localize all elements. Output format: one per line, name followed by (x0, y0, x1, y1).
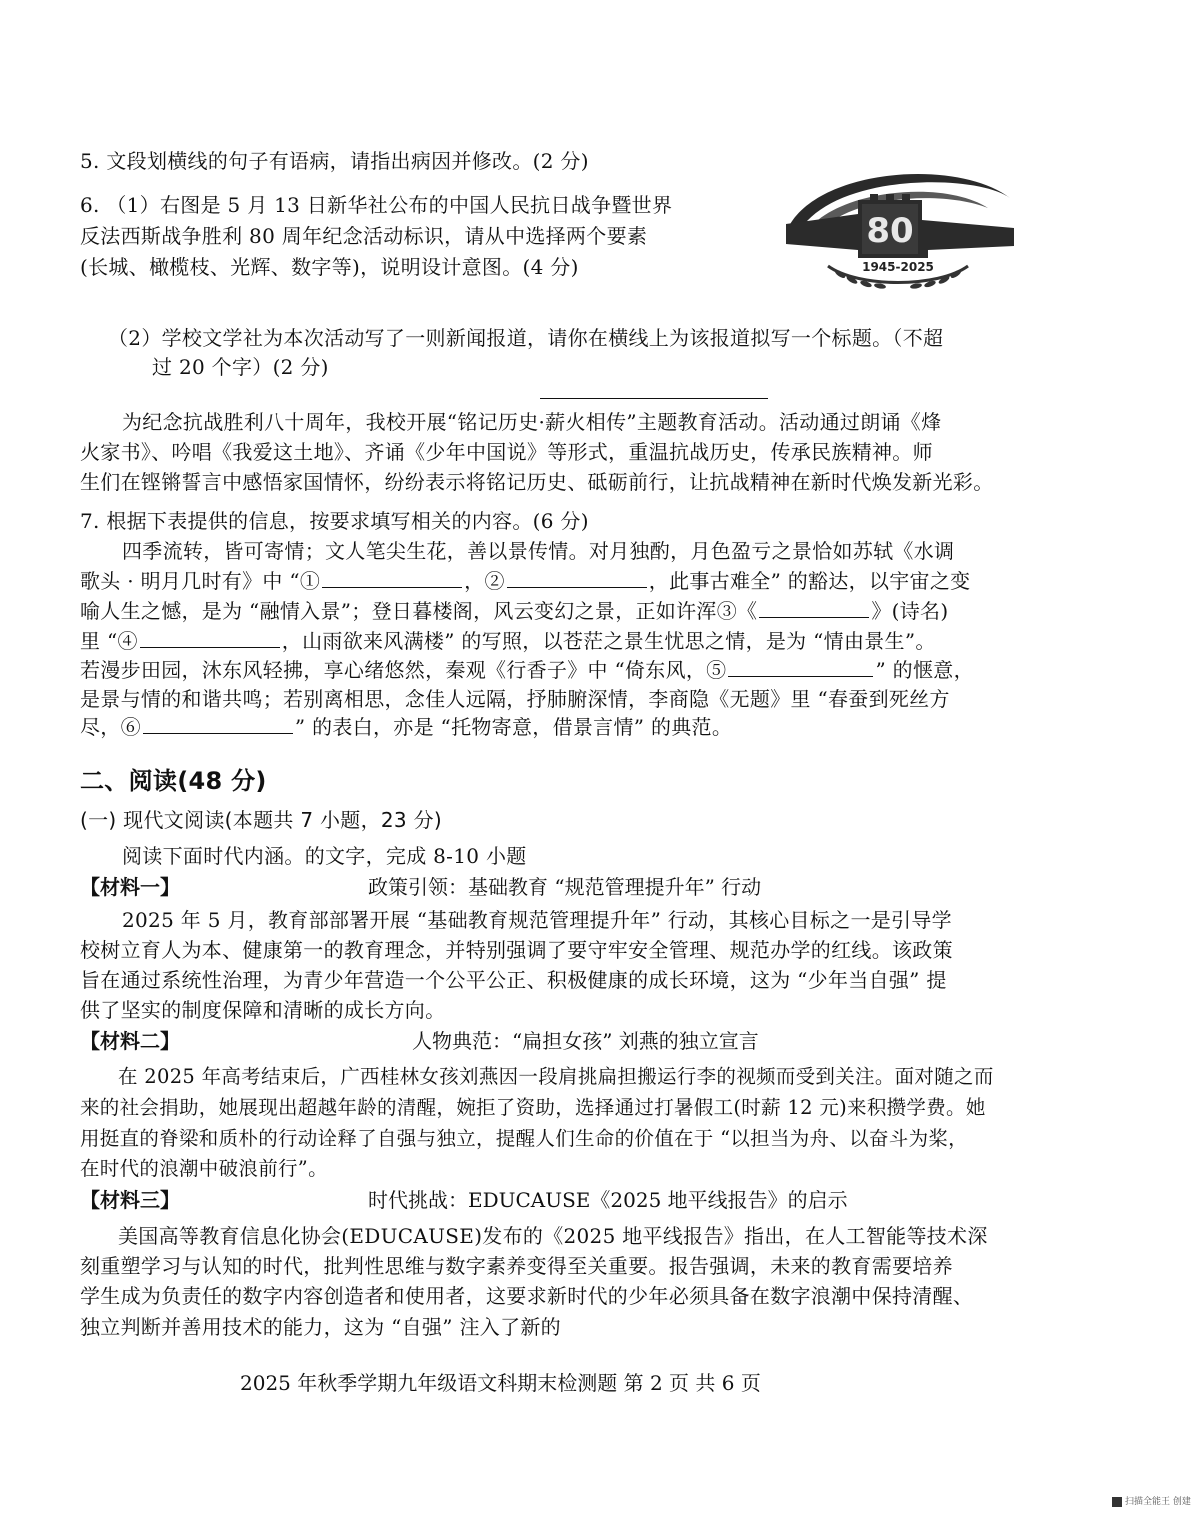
material-3-line: 美国高等教育信息化协会(EDUCAUSE)发布的《2025 地平线报告》指出，在人工智能等技术深 (118, 1224, 988, 1248)
q7-text: 里 “④ (80, 629, 138, 653)
material-2-line: 用挺直的脊梁和质朴的行动诠释了自强与独立，提醒人们生命的价值在于 “以担当为舟、以奋斗为桨， (80, 1127, 968, 1150)
logo-years: 1945-2025 (862, 260, 934, 274)
q7-text: 歌头 · 明月几时有》中 “① (80, 569, 321, 593)
q7-text: ” 的惬意， (875, 658, 974, 682)
material-2-line: 在 2025 年高考结束后，广西桂林女孩刘燕因一段肩挑扁担搬运行李的视频而受到关注。面对随之而 (118, 1065, 994, 1088)
q7-text: 若漫步田园，沐东风轻拂，享心绪悠然，秦观《行香子》中 “倚东风，⑤ (80, 658, 727, 682)
material-2-line: 来的社会捐助，她展现出超越年龄的清醒，婉拒了资助，选择通过打暑假工(时薪 12 元)来积攒学费。她 (80, 1096, 986, 1119)
blank-1[interactable] (322, 567, 462, 588)
question-7-line3 (80, 596, 948, 626)
q7-text: 喻人生之憾，是为 “融情入景”；登日暮楼阁，风云变幻之景，正如许浑③《 (80, 599, 758, 623)
blank-5[interactable] (728, 656, 873, 677)
q7-text: ，此事古难全” 的豁达，以宇宙之变 (648, 569, 971, 593)
q7-text: ” 的表白，亦是 “托物寄意，借景言情” 的典范。 (294, 715, 733, 739)
question-6-line2: 反法西斯战争胜利 80 周年纪念活动标识，请从中选择两个要素 (80, 224, 648, 248)
question-6-part2-line1: （2）学校文学社为本次活动写了一则新闻报道，请你在横线上为该报道拟写一个标题。（不超 (108, 326, 944, 350)
material-1-title: 政策引领：基础教育 “规范管理提升年” 行动 (368, 875, 762, 899)
question-6-line1: 6. （1）右图是 5 月 13 日新华社公布的中国人民抗日战争暨世界 (80, 193, 673, 217)
q7-text: ，山雨欲来风满楼” 的写照，以苍茫之景生忧思之情，是为 “情由景生”。 (281, 629, 936, 653)
material-3-line: 学生成为负责任的数字内容创造者和使用者，这要求新时代的少年必须具备在数字浪潮中保持清醒、 (80, 1284, 974, 1308)
question-6-part2-line2: 过 20 个字）(2 分) (152, 355, 329, 379)
material-2-label: 【材料二】 (80, 1029, 180, 1053)
material-3-line: 刻重塑学习与认知的时代，批判性思维与数字素养变得至关重要。报告强调，未来的教育需要培养 (80, 1254, 953, 1278)
scanner-watermark (1112, 1494, 1191, 1507)
material-3-title: 时代挑战：EDUCAUSE《2025 地平线报告》的启示 (368, 1188, 848, 1212)
news-line-2: 火家书》、吟唱《我爱这土地》、齐诵《少年中国说》等形式，重温抗战历史，传承民族精神。师 (80, 440, 933, 464)
question-7-line2 (80, 566, 970, 596)
question-7-title: 7. 根据下表提供的信息，按要求填写相关的内容。(6 分) (80, 509, 589, 533)
page-footer: 2025 年秋季学期九年级语文科期末检测题 第 2 页 共 6 页 (240, 1371, 761, 1395)
question-7-line6: 是景与情的和谐共鸣；若别离相思，念佳人远隔，抒肺腑深情，李商隐《无题》里 “春蚕到死丝方 (80, 687, 950, 711)
reading-intro: 阅读下面时代内涵。的文字，完成 8-10 小题 (122, 844, 527, 868)
anniversary-logo (778, 158, 1018, 298)
material-1-line: 旨在通过系统性治理，为青少年营造一个公平公正、积极健康的成长环境，这为 “少年当自强” 提 (80, 968, 947, 992)
question-7-line1: 四季流转，皆可寄情；文人笔尖生花，善以景传情。对月独酌，月色盈亏之景恰如苏轼《水调 (122, 539, 955, 563)
watermark-text: 扫描全能王 创建 (1125, 1497, 1191, 1507)
material-1-line: 校树立育人为本、健康第一的教育理念，并特别强调了要守牢安全管理、规范办学的红线。该政策 (80, 938, 953, 962)
q7-text: ，② (464, 569, 505, 593)
q7-text: 》(诗名) (871, 599, 949, 623)
question-7-line4 (80, 626, 936, 656)
section-2-subtitle: (一) 现代文阅读(本题共 7 小题，23 分) (80, 808, 443, 832)
material-3-label: 【材料三】 (80, 1188, 180, 1212)
blank-4[interactable] (140, 627, 280, 648)
news-line-3: 生们在铿锵誓言中感悟家国情怀，纷纷表示将铭记历史、砥砺前行，让抗战精神在新时代焕发新光彩。 (80, 470, 994, 494)
headline-answer-blank[interactable] (540, 398, 768, 399)
q7-text: 尽，⑥ (80, 715, 141, 739)
material-3-line: 独立判断并善用技术的能力，这为 “自强” 注入了新的 (80, 1315, 561, 1339)
material-2-title: 人物典范：“扁担女孩” 刘燕的独立宣言 (412, 1029, 759, 1053)
material-1-line: 2025 年 5 月，教育部部署开展 “基础教育规范管理提升年” 行动，其核心目标之一是引导学 (122, 908, 952, 932)
blank-3[interactable] (759, 597, 869, 618)
question-7-line7 (80, 712, 732, 742)
section-2-title: 二、阅读(48 分) (80, 767, 267, 795)
material-1-line: 供了坚实的制度保障和清晰的成长方向。 (80, 998, 446, 1022)
blank-2[interactable] (507, 567, 647, 588)
blank-6[interactable] (143, 713, 293, 734)
question-6-line3: (长城、橄榄枝、光辉、数字等)，说明设计意图。(4 分) (80, 255, 579, 279)
news-line-1: 为纪念抗战胜利八十周年，我校开展“铭记历史·薪火相传”主题教育活动。活动通过朗诵《烽 (122, 410, 942, 434)
material-1-label: 【材料一】 (80, 875, 180, 899)
question-7-line5 (80, 655, 974, 685)
logo-number: 80 (866, 211, 914, 251)
qr-code-icon (1112, 1497, 1122, 1507)
question-5: 5. 文段划横线的句子有语病，请指出病因并修改。(2 分) (80, 149, 589, 173)
material-2-line: 在时代的浪潮中破浪前行”。 (80, 1157, 328, 1180)
